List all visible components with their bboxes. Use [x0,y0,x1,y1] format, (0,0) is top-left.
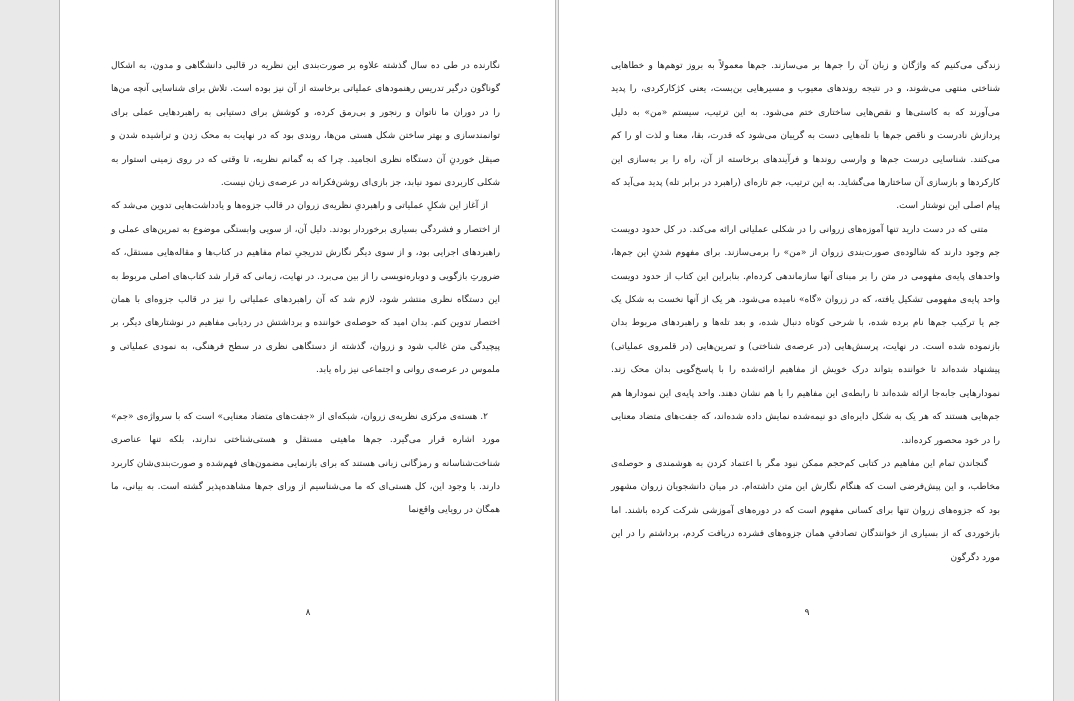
page-number: ۸ [305,608,311,618]
paragraph: ۲. هسته‌ی مرکزی نظریه‌ی زروان، شبکه‌ای از «جفت‌های متضاد معنایی» است که با سرواژه‌ی «جم» مورد اشاره قرار می‌گیرد. جم‌ها ماهیتی مستقل و هستی‌شناختی ندارند، بلکه تنها عناصری شناخت‌شناسانه و رمزگانی زبانی هستند که برای بازنمایی مضمون‌های فهم‌شده و صورت‌بندی‌شان کاربرد دارند. با وجود این، کل هستی‌ای که ما می‌شناسیم از ورای جم‌ها مشاهده‌پذیر گشته است. به بیانی، ما همگان در رویایی واقع‌نما [111,411,500,516]
paragraph: از آغاز این شکلِ عملیاتی و راهبردیِ نظریه‌ی زروان در قالب جزوه‌ها و یادداشت‌هایی تدوین می‌شد که از اختصار و فشردگی بسیاری برخوردار بودند. دلیل آن، از سویی وابستگی موضوع به تمرین‌های عملی و راهبردهای اجرایی بود، و از سوی دیگر نگارش تدریجیِ تمام مفاهیم در کتاب‌ها و مقاله‌هایی مستقل، که ضرورتِ بازگویی و دوباره‌نویسی را از بین می‌برد. در نهایت، زمانی که قرار شد کتاب‌های اصلی مربوط به این دستگاه نظری منتشر شود، لازم شد که آن راهبردهای عملیاتی را نیز در قالب جزوه‌ای با همان اختصار تدوین کنم. بدان امید که حوصله‌ی خواننده و برداشتش در ردیابی مفاهیم در نوشتارهای دیگر، بر پیچیدگی متن غالب شود و زروان، گذشته از دستگاهی نظری در سطح فرهنگی، به نمودی عملیاتی و ملموس در عرصه‌ی روانی و اجتماعی نیز راه یابد. [111,201,500,376]
paragraph: متنی که در دست دارید تنها آموزه‌های زروانی را در شکلی عملیاتی ارائه می‌کند. در کل حدود دویست جم وجود دارند که شالوده‌ی صورت‌بندی زروان از «من» را برمی‌سازند. برای مفهوم شدنِ این جم‌ها، واحدهای پایه‌ی مفهومی در متن را بر مبنای آنها سازماندهی کرده‌ام. بنابراین این کتاب از حدود دویست واحد پایه‌ی مفهومی تشکیل یافته، که در زروان «گاه» نامیده می‌شود. هر یک از آنها نخست به شکل یک جم یا ترکیب جم‌ها نام برده شده، با شرحی کوتاه دنبال شده، و بعد تله‌ها و راهبردهای مربوط بدان بازنموده شده است. در نهایت، پرسش‌هایی (در عرصه‌ی شناختی) و تمرین‌هایی (در قلمروی عملیاتی) پیشنهاد شده‌اند تا خواننده بتواند درک خویش از مفاهیم ارائه‌شده را با پاسخ‌گویی بدان محک زند. نمودارهایی جا‌به‌جا ارائه شده‌اند تا رابطه‌ی این مفاهیم را با هم نشان دهند. واحد پایه‌ی این نمودارها هم جم‌هایی هستند که هر یک به شکل دایره‌ای دو نیمه‌شده نمایش داده شده‌اند، که جفت‌های متضاد معنایی را در خود محصور کرده‌اند. [611,224,1000,446]
page-8-text [111,55,500,523]
paragraph: زندگی می‌کنیم که واژگان و زبان آن را جم‌ها بر می‌سازند. جم‌ها معمولاً به بروز توهم‌ها و خطاهایی شناختی منتهی می‌شوند، و در نتیجه روندهای معیوب و مسیرهایی بن‌بست، یعنی کژکارکردی، را پدید می‌آورند که به کاستی‌ها و نقص‌هایی ساختاری ختم می‌شود. به این ترتیب، سیستم «من» به دلیل پردازش نادرست و ناقص جم‌ها با تله‌هایی دست به گریبان می‌شود که قدرت، بقا، معنا و لذت او را کم می‌کنند. شناسایی درست جم‌ها و وارسی روندها و فرآیندهای برخاسته از آن، راه را بر به‌سازی این کارکردها و بازسازی آن ساختارها می‌گشاید. به این ترتیب، جم تازه‌ای (راهبرد در برابر تله) پدید می‌آید که پیام اصلی این نوشتار است. [611,61,1000,212]
page-number: ۹ [804,608,810,618]
page-8 [59,0,556,701]
page-9-text [611,55,1000,570]
paragraph: نگارنده در طی ده سال گذشته علاوه بر صورت‌بندی این نظریه در قالبی دانشگاهی و مدون، به اشکال گوناگون درگیر تدریس رهنمودهای عملیاتی برخاسته از آن نیز بوده است. تلاش برای شناسایی آنچه من‌ها را در دوران ما ناتوان و رنجور و بی‌رمق کرده، و کوشش برای دستیابی به راهبردهایی عملی برای توانمندسازی و بهتر ساختن شکل هستی من‌ها، روندی بود که در نهایت به محک زدن و تراشیده شدن و صیقل خوردنِ آن دستگاه نظری انجامید. چرا که به گمانم نظریه، تا وقتی که در روی زمینی استوار به شکلی کاربردی نمود نیابد، جز بازی‌ای روشن‌فکرانه در عرصه‌ی زبان نیست. [111,61,500,189]
page-9 [558,0,1054,701]
paragraph: گنجاندن تمام این مفاهیم در کتابی کم‌حجم ممکن نبود مگر با اعتماد کردن به هوشمندی و حوصله‌ی مخاطب، و این پیش‌فرضی است که هنگام نگارش این متن داشته‌ام. در میان دانشجویان زروان مشهور بود که جزوه‌های زروان تنها برای کسانی مفهوم است که در دوره‌های آموزشی شرکت کرده باشند. اما بازخوردی که از بسیاری از خوانندگان تصادفیِ همان جزوه‌های فشرده دریافت کردم، برداشتم را در این مورد دگرگون [611,458,1000,563]
